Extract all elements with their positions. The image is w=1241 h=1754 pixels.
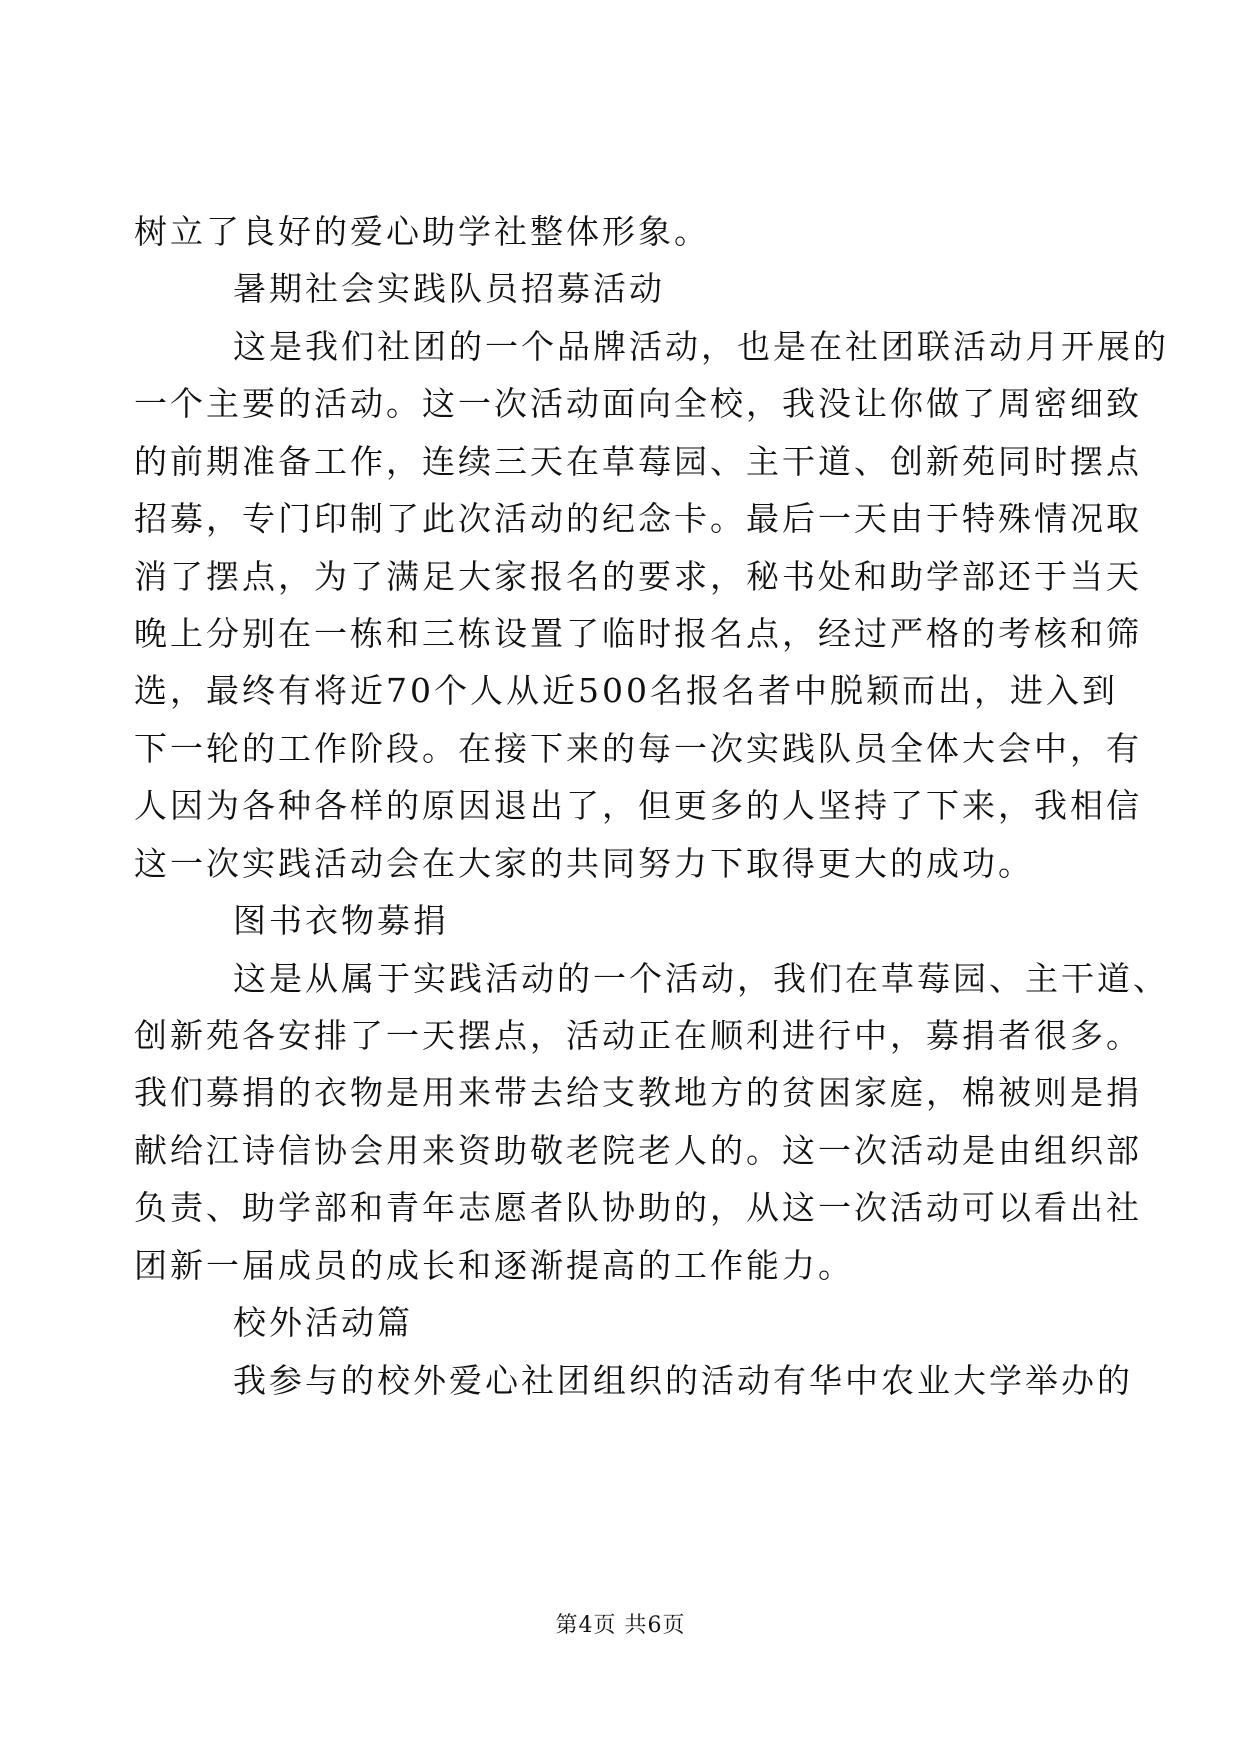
- body-text-line: 一个主要的活动。这一次活动面向全校，我没让你做了周密细致: [134, 384, 1142, 423]
- page-number-footer: 第4页 共6页: [555, 1613, 686, 1638]
- body-text-line: 下一轮的工作阶段。在接下来的每一次实践队员全体大会中，有: [134, 729, 1142, 768]
- body-text-line: 的前期准备工作，连续三天在草莓园、主干道、创新苑同时摆点: [134, 442, 1142, 481]
- body-text-line: 我们募捐的衣物是用来带去给支教地方的贫困家庭，棉被则是捐: [134, 1073, 1142, 1112]
- body-text-line: 献给江诗信协会用来资助敬老院老人的。这一次活动是由组织部: [134, 1131, 1142, 1170]
- section-heading: 暑期社会实践队员招募活动: [233, 269, 665, 308]
- body-text-line: 团新一届成员的成长和逐渐提高的工作能力。: [134, 1246, 854, 1285]
- body-text-line: 这是我们社团的一个品牌活动，也是在社团联活动月开展的: [233, 327, 1169, 366]
- body-text-line: 选，最终有将近70个人从近500名报名者中脱颖而出，进入到: [134, 671, 1118, 710]
- body-text-line: 我参与的校外爱心社团组织的活动有华中农业大学举办的: [233, 1361, 1133, 1400]
- body-text-line: 晚上分别在一栋和三栋设置了临时报名点，经过严格的考核和筛: [134, 614, 1142, 653]
- body-text-line: 这一次实践活动会在大家的共同努力下取得更大的成功。: [134, 844, 1034, 883]
- section-heading: 图书衣物募捐: [233, 901, 449, 940]
- section-heading: 校外活动篇: [233, 1303, 413, 1342]
- body-text-line: 这是从属于实践活动的一个活动，我们在草莓园、主干道、: [233, 959, 1169, 998]
- body-text-line: 树立了良好的爱心助学社整体形象。: [134, 212, 710, 251]
- body-text-line: 人因为各种各样的原因退出了，但更多的人坚持了下来，我相信: [134, 786, 1142, 825]
- body-text-line: 招募，专门印制了此次活动的纪念卡。最后一天由于特殊情况取: [134, 499, 1142, 538]
- body-text-line: 创新苑各安排了一天摆点，活动正在顺利进行中，募捐者很多。: [134, 1016, 1142, 1055]
- body-text-line: 负责、助学部和青年志愿者队协助的，从这一次活动可以看出社: [134, 1188, 1142, 1227]
- body-text-line: 消了摆点，为了满足大家报名的要求，秘书处和助学部还于当天: [134, 557, 1142, 596]
